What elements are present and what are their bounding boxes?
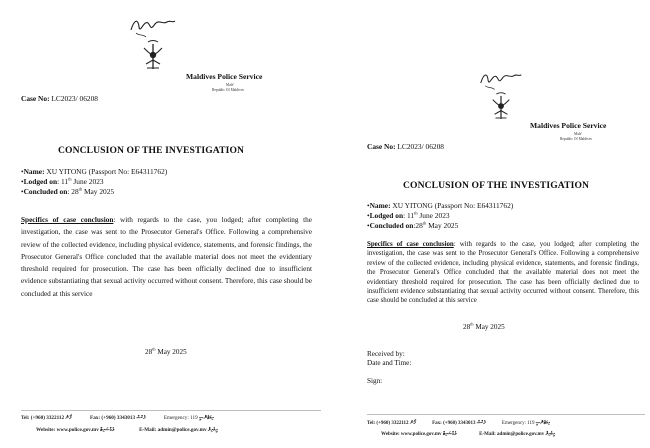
service-name: Maldives Police Service (530, 121, 607, 130)
issue-date-month-year: May 2025 (155, 348, 187, 356)
name-value: XU YITONG (Passport No: E64311762) (392, 201, 514, 210)
lodged-line: •Lodged on: 11th June 2023 (21, 176, 104, 186)
footer-email: E-Mail: admin@police.gov.mv (139, 427, 207, 433)
case-number (21, 94, 98, 103)
lodged-suffix: th (68, 176, 72, 182)
footer-online-row (381, 431, 555, 437)
case-number-label: Case No: (21, 94, 50, 103)
footer-contact-row (21, 415, 214, 422)
footer-online-row (36, 427, 218, 434)
service-country: Republic Of Maldives (212, 88, 244, 92)
name-value: XU YITONG (Passport No: E64311762) (46, 167, 168, 176)
footer-website: Website: www.police.gov.mv (36, 427, 99, 433)
footer-email: E-Mail: admin@police.gov.mv (479, 432, 545, 437)
case-number-value: LC2023/ 06208 (51, 94, 98, 103)
footer-telephone: Tel: (+960) 3322112 (21, 415, 65, 421)
footer-contact-row (367, 420, 550, 426)
service-location: Male' (574, 132, 583, 136)
footer-divider (367, 414, 645, 415)
issue-date-suffix: th (152, 346, 156, 352)
footer-email-dv: އީމެއިލް (545, 431, 555, 437)
sign-label: Sign: (367, 377, 383, 385)
footer-emergency: Emergency: 119 (501, 421, 535, 426)
concluded-label: Concluded on (23, 187, 68, 196)
concluded-suffix: th (422, 220, 427, 226)
footer-fax: Fax: (+960) 3343013 (90, 415, 136, 421)
case-number-value: LC2023/ 06208 (397, 142, 444, 151)
service-country: Republic Of Maldives (560, 137, 592, 141)
concluded-line: •Concluded on: 28th May 2025 (21, 186, 115, 196)
concluded-label: Concluded on (369, 221, 414, 230)
issue-date-day: 28 (463, 323, 471, 331)
issue-date-suffix: th (470, 321, 474, 327)
footer-telephone-dv: ފޯނު (409, 420, 416, 426)
footer-fax-dv: ފެކްސް (136, 415, 146, 421)
case-number-label: Case No: (367, 142, 396, 151)
police-emblem-icon (478, 68, 524, 122)
lodged-label: Lodged on (23, 177, 58, 186)
lodged-label: Lodged on (369, 211, 404, 220)
letter-page-right (333, 0, 650, 448)
lodged-month-year: June 2023 (71, 177, 104, 186)
case-conclusion-heading: Specifics of case conclusion (367, 241, 454, 248)
lodged-month-year: June 2023 (417, 211, 450, 220)
issue-date (463, 323, 505, 331)
footer-telephone-dv: ފޯނު (65, 415, 72, 421)
lodged-day: : 11 (403, 211, 415, 220)
lodged-line: •Lodged on: 11th June 2023 (367, 210, 450, 220)
document-title: CONCLUSION OF THE INVESTIGATION (403, 180, 590, 191)
concluded-suffix: th (78, 186, 83, 192)
name-line: •Name: XU YITONG (Passport No: E64311762) (21, 167, 168, 176)
case-conclusion-text: : with regards to the case, you lodged; after completing the investigation, the case was sent to the Prosecutor General's Office. Following a comprehensive review of the collected evidence, including physical evidence, statements, and forensic findings, the Prosecutor General's Office concluded that the available material does not meet the evidentiary threshold required for prosecution. The case has been officially declined due to insufficient evidence substantiating that sexual activity occurred without consent. Therefore, this case should be concluded at this service (21, 216, 312, 298)
lodged-suffix: th (414, 210, 418, 216)
police-emblem-icon (128, 14, 178, 72)
case-conclusion-paragraph (367, 240, 639, 306)
case-conclusion-paragraph (21, 214, 312, 300)
issue-date-day: 28 (145, 348, 153, 356)
concluded-line: •Concluded on:28th May 2025 (367, 220, 459, 230)
footer-website: Website: www.police.gov.mv (381, 432, 442, 437)
case-conclusion-heading: Specifics of case conclusion (21, 216, 114, 224)
footer-emergency-dv: އިމަޖެންސީ (199, 415, 214, 421)
case-conclusion-text: : with regards to the case, you lodged; after completing the investigation, the case was sent to the Prosecutor General's Office. Following a comprehensive review of the collected evidence, including physical evidence, statements, and forensic findings, the Prosecutor General's Office concluded that the available material does not meet the evidentiary threshold required for prosecution. The case has been officially declined due to insufficient evidence substantiating that sexual activity occurred without consent. Therefore, this case should be concluded at this service (367, 241, 639, 305)
footer-telephone: Tel: (+960) 3322112 (367, 421, 409, 426)
footer-fax: Fax: (+960) 3343013 (432, 421, 476, 426)
footer-email-dv: އީމެއިލް (207, 427, 218, 433)
footer-fax-dv: ފެކްސް (476, 420, 486, 426)
issue-date (145, 348, 187, 356)
date-time-label: Date and Time: (367, 359, 412, 367)
footer-emergency: Emergency: 119 (163, 415, 198, 421)
name-line: •Name: XU YITONG (Passport No: E64311762) (367, 201, 514, 210)
received-by-label: Received by: (367, 350, 405, 358)
concluded-day: : 28 (67, 187, 79, 196)
service-location: Male' (226, 83, 235, 87)
footer-divider (21, 410, 321, 411)
concluded-day: :28 (413, 221, 423, 230)
footer-website-dv: ވެބްސައިޓް (442, 431, 457, 437)
name-label: Name: (23, 167, 45, 176)
case-number (367, 142, 444, 151)
footer-emergency-dv: އިމަޖެންސީ (535, 420, 550, 426)
issue-date-month-year: May 2025 (473, 323, 505, 331)
footer-website-dv: ވެބްސައިޓް (100, 427, 115, 433)
name-label: Name: (369, 201, 391, 210)
document-title: CONCLUSION OF THE INVESTIGATION (58, 145, 245, 156)
concluded-month-year: May 2025 (426, 221, 459, 230)
lodged-day: : 11 (57, 177, 69, 186)
concluded-month-year: May 2025 (82, 187, 115, 196)
service-name: Maldives Police Service (186, 72, 263, 81)
